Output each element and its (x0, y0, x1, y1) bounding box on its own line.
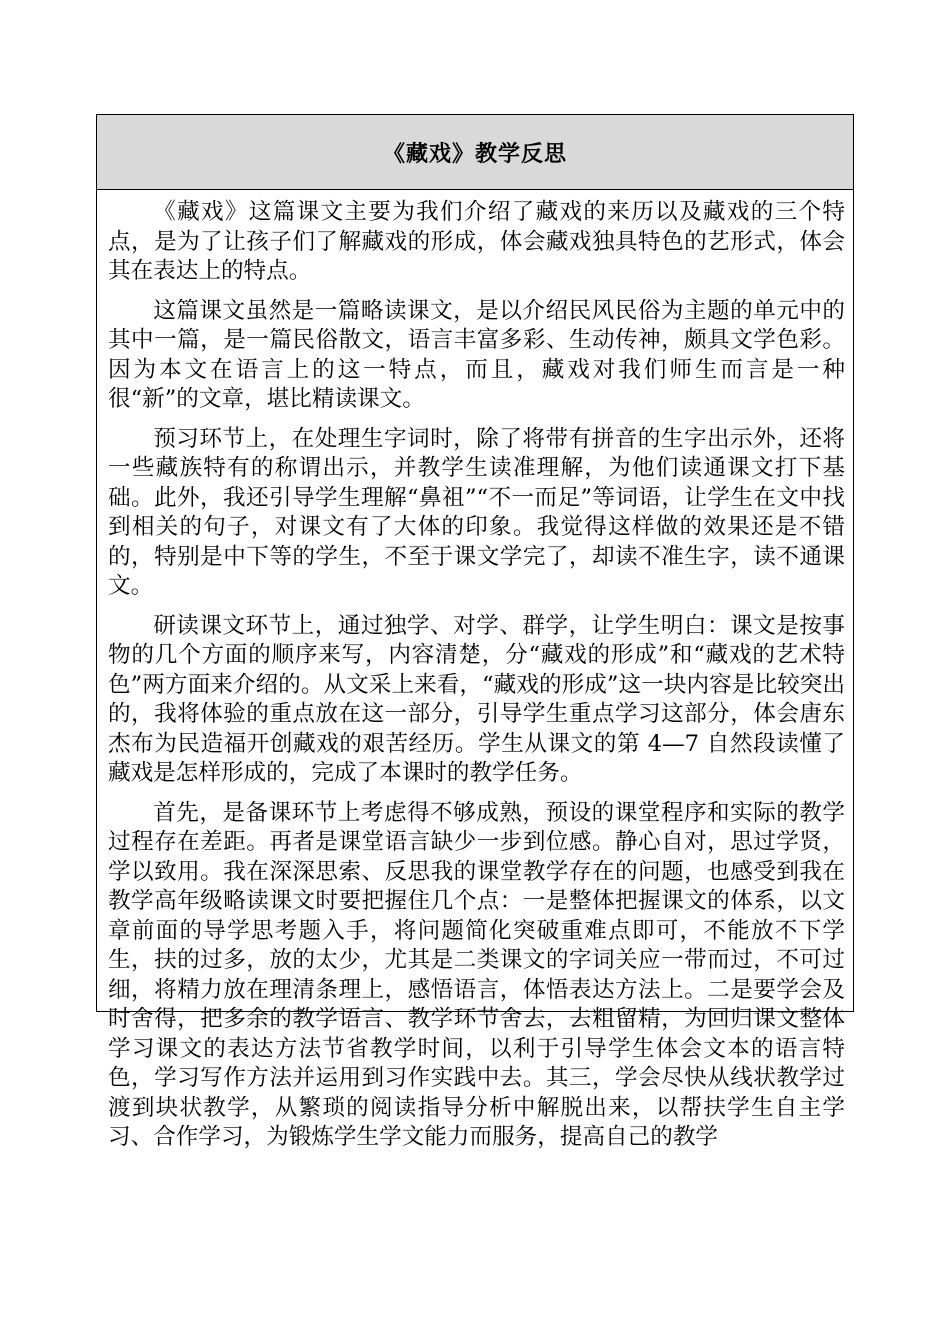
document-title: 《藏戏》教学反思 (382, 141, 567, 167)
body-cell (97, 190, 853, 1153)
title-cell (97, 115, 853, 190)
paragraph-4: 研读课文环节上，通过独学、对学、群学，让学生明白：课文是按事物的几个方面的顺序来写，内容清楚，分“藏戏的形成”和“藏戏的艺术特色”两方面来介绍的。从文采上来看，“藏戏的形成”这一块内容是比较突出的，我将体验的重点放在这一部分，引导学生重点学习这部分，体会唐东杰布为民造福开创藏戏的艰苦经历。学生从课文的第 4—7 自然段读懂了藏戏是怎样形成的，完成了本课时的教学任务。 (108, 612, 845, 786)
paragraph-2: 这篇课文虽然是一篇略读课文，是以介绍民风民俗为主题的单元中的其中一篇，是一篇民俗散文，语言丰富多彩、生动传神，颇具文学色彩。因为本文在语言上的这一特点，而且，藏戏对我们师生而言是一种很“新”的文章，堪比精读课文。 (108, 297, 845, 412)
paragraph-3: 预习环节上，在处理生字词时，除了将带有拼音的生字出示外，还将一些藏族特有的称谓出示，并教学生读准理解，为他们读通课文打下基础。此外，我还引导学生理解“鼻祖”“不一而足”等词语，让学生在文中找到相关的句子，对课文有了大体的印象。我觉得这样做的效果还是不错的，特别是中下等的学生，不至于课文学完了，却读不准生字，读不通课文。 (108, 425, 845, 599)
paragraph-1: 《藏戏》这篇课文主要为我们介绍了藏戏的来历以及藏戏的三个特点，是为了让孩子们了解藏戏的形成，体会藏戏独具特色的艺形式，体会其在表达上的特点。 (108, 199, 845, 284)
paragraph-5: 首先，是备课环节上考虑得不够成熟，预设的课堂程序和实际的教学过程存在差距。再者是课堂语言缺少一步到位感。静心自对，思过学贤，学以致用。我在深深思索、反思我的课堂教学存在的问题，也感受到我在教学高年级略读课文时要把握住几个点：一是整体把握课文的体系，以文章前面的导学思考题入手，将问题简化突破重难点即可，不能放不下学生，扶的过多，放的太少，尤其是二类课文的字词关应一带而过，不可过细，将精力放在理清条理上，感悟语言，体悟表达方法上。二是要学会及时舍得，把多余的教学语言、教学环节舍去，去粗留精，为回归课文整体学习课文的表达方法节省教学时间，以利于引导学生体会文本的语言特色，学习写作方法并运用到习作实践中去。其三，学会尽快从线状教学过渡到块状教学，从繁琐的阅读指导分析中解脱出来，以帮扶学生自主学习、合作学习，为锻炼学生学文能力而服务，提高自己的教学 (108, 799, 845, 1150)
document-table (96, 114, 854, 1150)
